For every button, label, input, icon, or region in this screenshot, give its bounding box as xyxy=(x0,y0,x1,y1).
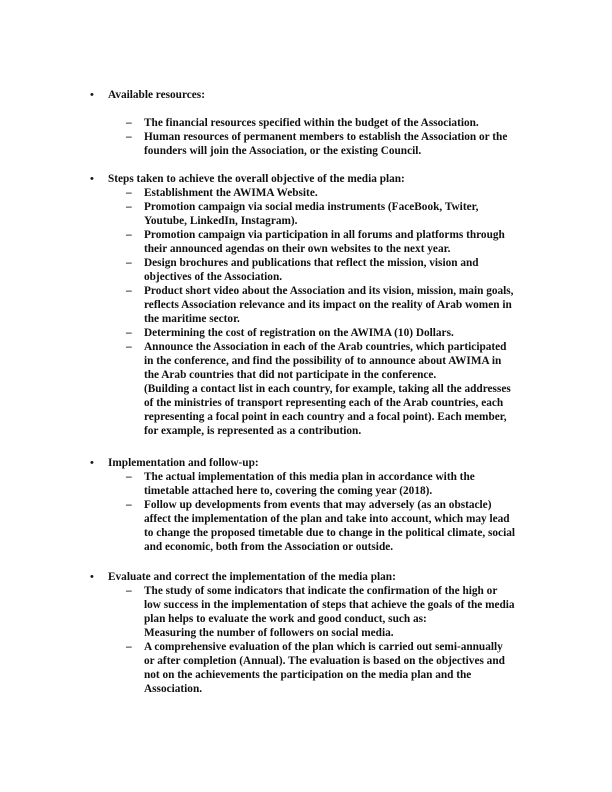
dash-icon: – xyxy=(126,131,132,143)
dash-icon: – xyxy=(126,285,132,297)
section-heading: Steps taken to achieve the overall objective of the media plan: xyxy=(108,173,405,185)
list-item: – The financial resources specified within the budget of the Association. xyxy=(126,117,479,129)
dash-icon: – xyxy=(126,327,132,339)
list-item: – The study of some indicators that indicate the confirmation of the high or low success in the implementation of steps that achieve the goals of the media plan helps to evaluate the work and good conduct, such as: Measuring the number of followers on social media. xyxy=(126,585,515,639)
section-heading: Evaluate and correct the implementation of the media plan: xyxy=(108,571,396,583)
item-list xyxy=(126,116,556,158)
item-list xyxy=(126,470,556,554)
list-item: – The actual implementation of this media plan in accordance with the timetable attached here to, covering the coming year (2018). xyxy=(126,471,475,497)
list-item: – Human resources of permanent members to establish the Association or the founders will join the Association, or the existing Council. xyxy=(126,131,508,157)
dash-icon: – xyxy=(126,341,132,353)
list-item: – Determining the cost of registration on the AWIMA (10) Dollars. xyxy=(126,327,454,339)
list-item: – Establishment the AWIMA Website. xyxy=(126,187,318,199)
list-item: – Product short video about the Association and its vision, mission, main goals, reflects Association relevance and its impact on the reality of Arab women in the maritime sector. xyxy=(126,285,514,325)
list-item: – Follow up developments from events that may adversely (as an obstacle) affect the implementation of the plan and take into account, which may lead to change the proposed timetable due to change in the political climate, social and economic, both from the Association or outside. xyxy=(126,499,515,553)
item-list xyxy=(126,584,556,696)
bullet-icon: • xyxy=(90,89,94,101)
list-item: – Promotion campaign via social media instruments (FaceBook, Twiter, Youtube, LinkedIn, Instagram). xyxy=(126,201,479,227)
section-heading: Implementation and follow-up: xyxy=(108,457,259,469)
section-heading: Available resources: xyxy=(108,89,205,101)
dash-icon: – xyxy=(126,471,132,483)
dash-icon: – xyxy=(126,585,132,597)
item-list xyxy=(126,186,556,438)
bullet-icon: • xyxy=(90,571,94,583)
list-item: – Promotion campaign via participation in all forums and platforms through their announced agendas on their own websites to the next year. xyxy=(126,229,505,255)
bullet-icon: • xyxy=(90,173,94,185)
dash-icon: – xyxy=(126,641,132,653)
list-item: – Design brochures and publications that reflect the mission, vision and objectives of the Association. xyxy=(126,257,479,283)
dash-icon: – xyxy=(126,187,132,199)
dash-icon: – xyxy=(126,117,132,129)
list-item: – Announce the Association in each of the Arab countries, which participated in the conference, and find the possibility of to announce about AWIMA in the Arab countries that did not participate in the conference. (Building a contact list in each country, for example, taking all the addresses of the ministries of transport representing each of the Arab countries, each representing a focal point in each country and a focal point). Each member, for example, is represented as a contribution. xyxy=(126,341,511,437)
dash-icon: – xyxy=(126,499,132,511)
dash-icon: – xyxy=(126,229,132,241)
dash-icon: – xyxy=(126,257,132,269)
bullet-icon: • xyxy=(90,457,94,469)
dash-icon: – xyxy=(126,201,132,213)
list-item: – A comprehensive evaluation of the plan which is carried out semi-annually or after completion (Annual). The evaluation is based on the objectives and not on the achievements the participation on the media plan and the Association. xyxy=(126,641,505,695)
